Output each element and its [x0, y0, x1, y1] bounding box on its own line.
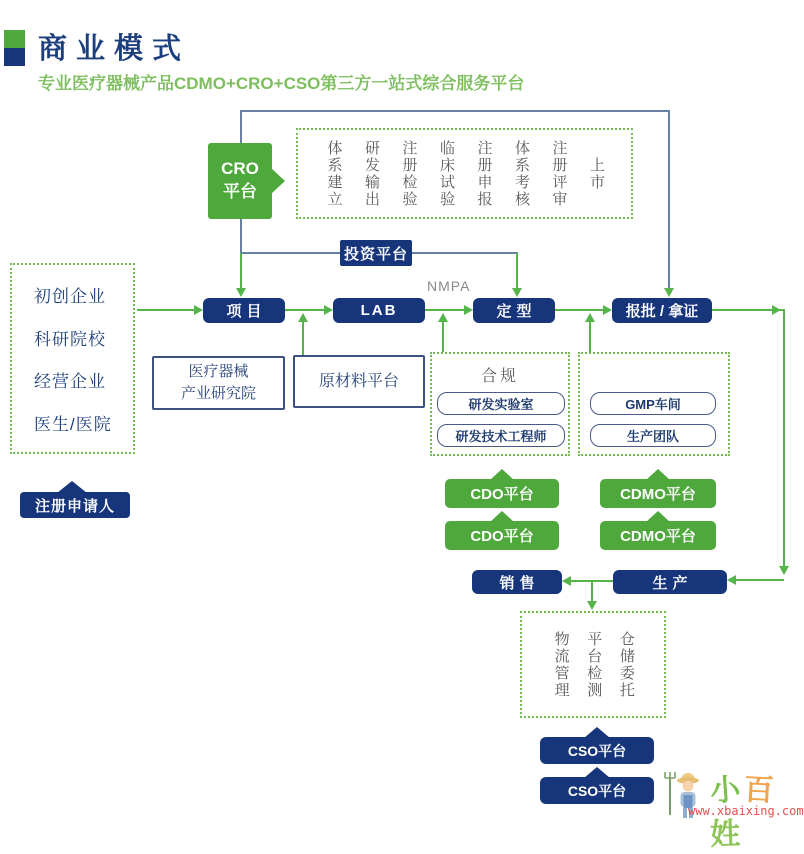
arrow-down-icon: [587, 601, 597, 610]
node-cdmo-platform-2: [600, 521, 716, 550]
connector: [240, 253, 242, 288]
arrow-right-icon: [324, 305, 333, 315]
connector: [783, 309, 785, 566]
arrow-up-icon: [438, 313, 448, 322]
project-label: 项目: [226, 303, 267, 320]
cro-process-list: [296, 128, 633, 219]
node-institute: [152, 356, 285, 410]
connector: [285, 309, 325, 311]
process-item: 体系考核: [513, 139, 530, 208]
connector: [240, 110, 242, 145]
cdmo-label: CDMO平台: [620, 486, 696, 503]
source-item: 科研院校: [34, 329, 106, 349]
page-subtitle: 专业医疗器械产品CDMO+CRO+CSO第三方一站式综合服务平台: [38, 74, 525, 93]
nmpa-label: NMPA: [427, 278, 471, 294]
watermark: [655, 765, 804, 852]
connector: [425, 309, 465, 311]
arrow-right-icon: [194, 305, 203, 315]
production-team-label: 生产团队: [626, 429, 679, 444]
production-label: 生产: [652, 574, 693, 592]
node-project: [203, 298, 285, 323]
node-production-team: [590, 424, 716, 447]
node-lab: [333, 298, 425, 323]
registrant-label: 注册申请人: [34, 497, 115, 515]
logistics-item: 物流管理: [552, 630, 570, 699]
node-gmp-workshop: [590, 392, 716, 415]
connector: [555, 309, 604, 311]
arrow-right-icon: [772, 305, 781, 315]
logistics-service-list: [520, 611, 666, 718]
watermark-url: www.xbaixing.com: [688, 804, 804, 818]
node-cdmo-platform-1: [600, 479, 716, 508]
title-bullet-green: [4, 30, 25, 48]
title-bullet-navy: [4, 48, 25, 66]
process-item: 注册评审: [550, 139, 568, 208]
node-approval: [612, 298, 712, 323]
node-rd-lab: [437, 392, 565, 415]
cso-label: CSO平台: [567, 742, 627, 759]
node-registrant: [20, 492, 130, 518]
process-item: 注册申报: [475, 139, 493, 208]
arrow-down-icon: [236, 288, 246, 297]
connector: [591, 581, 593, 602]
connector: [137, 309, 195, 311]
cdo-label: CDO平台: [470, 486, 534, 503]
brand-char: 小: [709, 772, 746, 809]
source-item: 医生/医院: [34, 414, 112, 434]
process-item: 上市: [588, 156, 605, 191]
source-item: 初创企业: [34, 287, 106, 307]
logistics-item: 平台检测: [585, 630, 603, 699]
connector: [240, 219, 242, 253]
cro-label-line1: CRO: [221, 159, 259, 179]
cdo-label: CDO平台: [470, 528, 534, 545]
arrow-up-icon: [298, 313, 308, 322]
brand-char: 百: [742, 773, 779, 808]
connector: [668, 110, 670, 288]
connector: [589, 322, 591, 352]
connector: [240, 252, 340, 254]
arrow-left-icon: [727, 575, 736, 585]
investment-label: 投资平台: [343, 245, 408, 263]
sales-label: 销售: [499, 574, 540, 592]
connector: [516, 253, 518, 288]
finalize-label: 定型: [496, 303, 537, 320]
node-raw-material-platform: [293, 355, 425, 408]
institute-line2: 产业研究院: [180, 385, 256, 402]
raw-material-label: 原材料平台: [318, 372, 399, 390]
arrow-down-icon: [664, 288, 674, 297]
approval-label: 报批 / 拿证: [625, 303, 699, 320]
node-sales: [472, 570, 562, 594]
lab-label: LAB: [360, 302, 398, 319]
page-title: 商业模式: [38, 33, 191, 65]
arrow-down-icon: [779, 566, 789, 575]
gmp-workshop-label: GMP车间: [625, 397, 681, 412]
source-item: 经营企业: [34, 372, 106, 392]
node-finalize: [473, 298, 555, 323]
brand-char: 姓: [709, 817, 745, 852]
cso-label: CSO平台: [567, 782, 627, 799]
process-item: 研发输出: [363, 139, 380, 208]
process-item: 体系建立: [325, 139, 343, 208]
connector: [731, 579, 784, 581]
arrow-right-icon: [603, 305, 612, 315]
node-rd-engineer: [437, 424, 565, 447]
rd-lab-label: 研发实验室: [468, 397, 534, 412]
node-cso-platform-2: [540, 777, 654, 804]
node-cdo-platform-2: [445, 521, 559, 550]
arrow-up-icon: [585, 313, 595, 322]
customer-source-list: [10, 263, 135, 454]
logistics-item: 仓储委托: [617, 630, 635, 699]
node-cso-platform-1: [540, 737, 654, 764]
institute-line1: 医疗器械: [188, 363, 249, 381]
node-production: [613, 570, 727, 594]
connector: [240, 110, 670, 112]
node-cdo-platform-1: [445, 479, 559, 508]
node-cro-platform: [208, 143, 272, 219]
cro-label-line2: 平台: [223, 182, 257, 201]
arrow-down-icon: [512, 288, 522, 297]
arrow-right-icon: [464, 305, 473, 315]
node-investment-platform: [340, 240, 412, 266]
connector: [302, 322, 304, 355]
connector: [442, 322, 444, 352]
title-bullet-icon: [4, 30, 25, 66]
cdmo-label: CDMO平台: [620, 528, 696, 545]
process-item: 临床试验: [438, 139, 455, 208]
compliance-title: 合规: [480, 368, 519, 385]
rd-engineer-label: 研发技术工程师: [455, 429, 547, 444]
process-item: 注册检验: [400, 139, 418, 208]
arrow-left-icon: [562, 576, 571, 586]
connector: [412, 252, 518, 254]
